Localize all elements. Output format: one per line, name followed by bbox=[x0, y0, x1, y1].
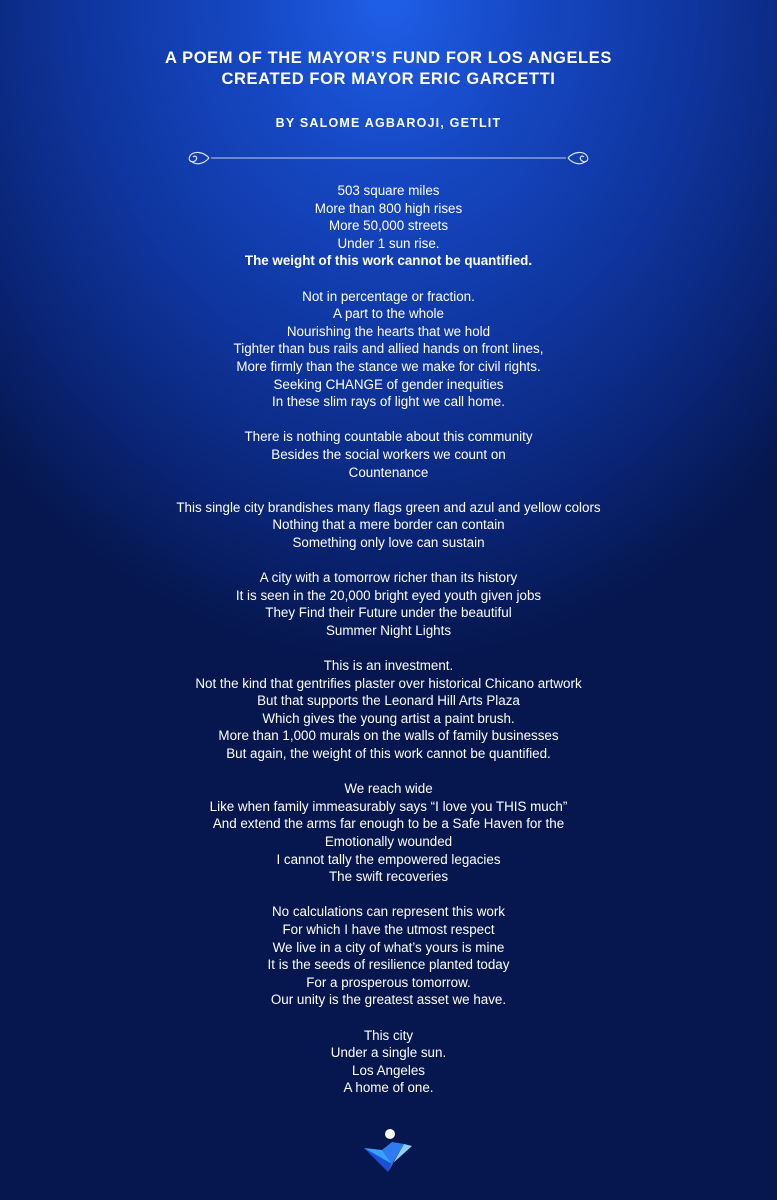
poem-line: But that supports the Leonard Hill Arts Plaza bbox=[257, 693, 520, 709]
poem-line: Like when family immeasurably says “I love you THIS much” bbox=[209, 798, 568, 814]
poem-line: Not the kind that gentrifies plaster over historical Chicano artwork bbox=[195, 675, 582, 691]
poem-line: For a prosperous tomorrow. bbox=[306, 974, 471, 990]
poem-line: But again, the weight of this work cannot be quantified. bbox=[226, 746, 551, 761]
poem-line: Not in percentage or fraction. bbox=[302, 288, 475, 304]
poem-line: A city with a tomorrow richer than its history bbox=[259, 570, 518, 586]
poem-line: More firmly than the stance we make for civil rights. bbox=[236, 358, 541, 374]
poem-line: More 50,000 streets bbox=[328, 218, 449, 234]
poem-line: This city bbox=[363, 1027, 414, 1043]
poem-line: They Find their Future under the beautiful bbox=[265, 605, 512, 621]
poem-line: More than 1,000 murals on the walls of family businesses bbox=[218, 728, 559, 744]
poem-stanza bbox=[0, 657, 777, 763]
poem-stanza bbox=[0, 569, 777, 639]
poem-line: Nothing that a mere border can contain bbox=[272, 517, 505, 533]
poem-line: This is an investment. bbox=[323, 658, 454, 674]
poem-line: More than 800 high rises bbox=[314, 200, 463, 216]
ornamental-divider-icon bbox=[181, 148, 596, 168]
poem-stanza bbox=[0, 428, 777, 481]
poster-title bbox=[0, 48, 777, 90]
title-line-2: CREATED FOR MAYOR ERIC GARCETTI bbox=[221, 70, 556, 88]
poem-line: Our unity is the greatest asset we have. bbox=[270, 992, 507, 1008]
poem-line: Which gives the young artist a paint brush. bbox=[262, 710, 515, 726]
poem-line: It is the seeds of resilience planted today bbox=[267, 957, 510, 973]
poem-line: In these slim rays of light we call home. bbox=[272, 394, 505, 410]
poem-line: This single city brandishes many flags green and azul and yellow colors bbox=[176, 499, 601, 515]
poem-line: Besides the social workers we count on bbox=[271, 446, 506, 462]
poem-line: Countenance bbox=[348, 464, 429, 480]
poem-line: I cannot tally the empowered legacies bbox=[276, 851, 501, 867]
poem-line: 503 square miles bbox=[337, 183, 440, 198]
poem-body bbox=[0, 182, 777, 1114]
title-line-1: A POEM OF THE MAYOR’S FUND FOR LOS ANGELES bbox=[165, 49, 612, 67]
poem-line: We live in a city of what’s yours is mine bbox=[272, 939, 505, 955]
poem-line: No calculations can represent this work bbox=[272, 904, 505, 920]
poem-line: Nourishing the hearts that we hold bbox=[286, 323, 491, 339]
byline: BY SALOME AGBAROJI, GETLIT bbox=[275, 116, 502, 130]
mayors-fund-logo-icon bbox=[362, 1128, 414, 1174]
poem-stanza bbox=[0, 780, 777, 886]
poem-line: And extend the arms far enough to be a Safe Haven for the bbox=[212, 816, 565, 832]
poem-line: Emotionally wounded bbox=[324, 833, 453, 849]
poem-line: Something only love can sustain bbox=[292, 534, 485, 550]
poem-stanza bbox=[0, 903, 777, 1009]
poem-line: Under a single sun. bbox=[330, 1045, 447, 1061]
poem-stanza bbox=[0, 288, 777, 411]
poem-line: It is seen in the 20,000 bright eyed youth given jobs bbox=[235, 587, 542, 603]
poem-line: For which I have the utmost respect bbox=[282, 921, 495, 937]
poem-line: There is nothing countable about this community bbox=[244, 429, 533, 445]
poem-line: A part to the whole bbox=[333, 306, 444, 322]
poem-stanza bbox=[0, 499, 777, 552]
poem-line: Summer Night Lights bbox=[325, 622, 452, 638]
poem-line: Tighter than bus rails and allied hands on front lines, bbox=[233, 341, 544, 357]
poem-stanza bbox=[0, 1027, 777, 1097]
poem-line: A home of one. bbox=[343, 1080, 434, 1096]
poem-line: The swift recoveries bbox=[328, 869, 449, 885]
poem-line: Los Angeles bbox=[352, 1062, 425, 1078]
poem-stanza bbox=[0, 182, 777, 270]
poem-line: Seeking CHANGE of gender inequities bbox=[273, 376, 504, 392]
poem-line: The weight of this work cannot be quantified. bbox=[244, 253, 533, 269]
poem-line: We reach wide bbox=[344, 781, 433, 797]
poem-line: Under 1 sun rise. bbox=[337, 235, 440, 251]
